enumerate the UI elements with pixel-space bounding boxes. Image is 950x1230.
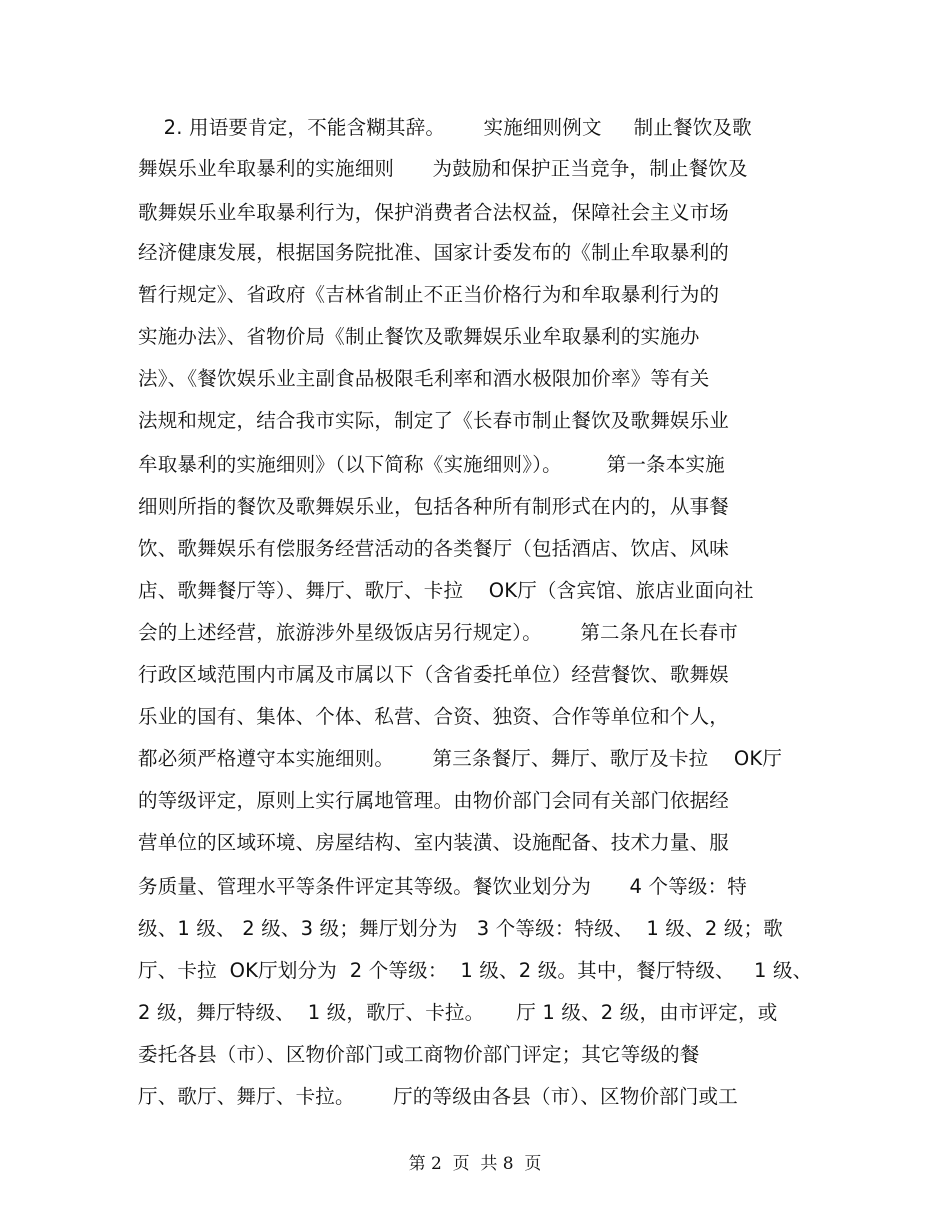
text-line: 暂行规定》、省政府《吉林省制止不正当价格行为和牟取暴利行为的 bbox=[138, 283, 720, 306]
text-line: 细则所指的餐饮及歌舞娱乐业，包括各种所有制形式在内的，从事餐 bbox=[138, 495, 730, 518]
text-line: 2 级，舞厅特级、 1 级，歌厅、卡拉。 厅 1 级、2 级，由市评定，或 bbox=[138, 1001, 778, 1024]
text-line: 的等级评定，原则上实行属地管理。由物价部门会同有关部门依据经 bbox=[138, 789, 730, 812]
text-line: 法》、《餐饮娱乐业主副食品极限毛利率和酒水极限加价率》等有关 bbox=[138, 367, 710, 390]
page-number-footer: 第 2 页 共 8 页 bbox=[408, 1154, 542, 1174]
text-line: 厅、歌厅、舞厅、卡拉。 厅的等级由各县（市）、区物价部门或工 bbox=[138, 1085, 738, 1108]
text-line: 都必须严格遵守本实施细则。 第三条餐厅、舞厅、歌厅及卡拉 OK厅 bbox=[138, 747, 783, 770]
text-line: 2. 用语要肯定，不能含糊其辞。 实施细则例文 制止餐饮及歌 bbox=[138, 116, 752, 139]
text-line: 级、1 级、 2 级、3 级；舞厅划分为 3 个等级：特级、 1 级、2 级；歌 bbox=[138, 917, 783, 940]
text-line: 务质量、管理水平等条件评定其等级。餐饮业划分为 4 个等级：特 bbox=[138, 875, 747, 898]
text-line: 行政区域范围内市属及市属以下（含省委托单位）经营餐饮、歌舞娱 bbox=[138, 663, 730, 686]
text-line: 店、歌舞餐厅等）、舞厅、歌厅、卡拉 OK厅（含宾馆、旅店业面向社 bbox=[138, 579, 754, 602]
text-line: 会的上述经营，旅游涉外星级饭店另行规定）。 第二条凡在长春市 bbox=[138, 621, 738, 644]
text-line: 厅、卡拉 OK厅划分为 2 个等级： 1 级、2 级。其中，餐厅特级、 1 级、 bbox=[138, 959, 813, 982]
text-line: 法规和规定，结合我市实际，制定了《长春市制止餐饮及歌舞娱乐业 bbox=[138, 409, 730, 432]
text-line: 营单位的区域环境、房屋结构、室内装潢、设施配备、技术力量、服 bbox=[138, 831, 730, 854]
text-line: 乐业的国有、集体、个体、私营、合资、独资、合作等单位和个人， bbox=[138, 705, 730, 728]
text-line: 实施办法》、省物价局《制止餐饮及歌舞娱乐业牟取暴利的实施办 bbox=[138, 325, 700, 348]
text-line: 委托各县（市）、区物价部门或工商物价部门评定；其它等级的餐 bbox=[138, 1043, 700, 1066]
text-line: 饮、歌舞娱乐有偿服务经营活动的各类餐厅（包括酒店、饮店、风味 bbox=[138, 537, 730, 560]
text-line: 舞娱乐业牟取暴利的实施细则 为鼓励和保护正当竞争，制止餐饮及 bbox=[138, 157, 748, 180]
text-line: 牟取暴利的实施细则》（以下简称《实施细则》）。 第一条本实施 bbox=[138, 453, 725, 476]
text-line: 歌舞娱乐业牟取暴利行为，保护消费者合法权益，保障社会主义市场 bbox=[138, 201, 730, 224]
text-line: 经济健康发展，根据国务院批准、国家计委发布的《制止牟取暴利的 bbox=[138, 241, 730, 264]
